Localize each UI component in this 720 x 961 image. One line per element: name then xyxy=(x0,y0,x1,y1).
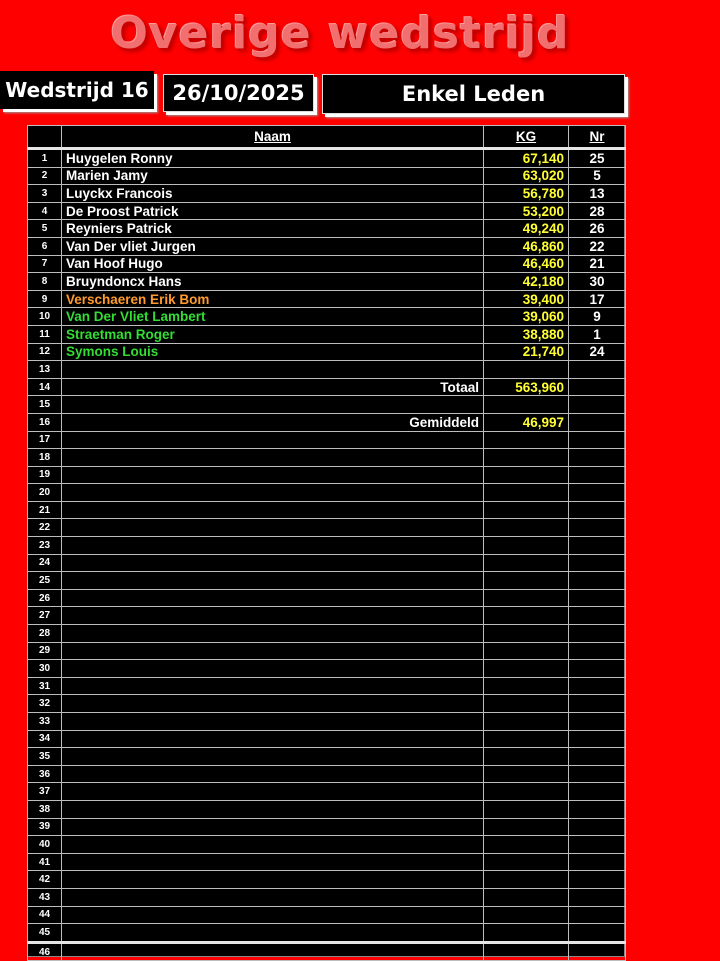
row-name xyxy=(62,607,484,625)
row-name xyxy=(62,836,484,854)
table-row xyxy=(28,607,626,625)
table-row xyxy=(28,202,626,220)
row-nr xyxy=(569,871,626,889)
date-text: 26/10/2025 xyxy=(172,81,305,105)
row-name xyxy=(62,906,484,924)
row-index: 13 xyxy=(28,361,62,379)
row-index: 31 xyxy=(28,677,62,695)
row-kg xyxy=(484,836,569,854)
row-nr xyxy=(569,783,626,801)
row-nr xyxy=(569,748,626,766)
col-nr-header: Nr xyxy=(569,126,626,149)
row-name: Verschaeren Erik Bom xyxy=(62,290,484,308)
row-nr: 22 xyxy=(569,237,626,255)
row-index: 6 xyxy=(28,237,62,255)
row-kg xyxy=(484,888,569,906)
row-index: 11 xyxy=(28,325,62,343)
row-nr xyxy=(569,695,626,713)
table-row xyxy=(28,255,626,273)
table-row xyxy=(28,237,626,255)
row-index: 20 xyxy=(28,484,62,502)
table-row xyxy=(28,871,626,889)
row-name: Bruyndoncx Hans xyxy=(62,273,484,291)
table-row xyxy=(28,167,626,185)
row-kg: 21,740 xyxy=(484,343,569,361)
row-name xyxy=(62,660,484,678)
row-name: De Proost Patrick xyxy=(62,202,484,220)
table-row xyxy=(28,748,626,766)
row-kg xyxy=(484,730,569,748)
table-row xyxy=(28,906,626,924)
row-nr xyxy=(569,924,626,943)
row-kg: 39,400 xyxy=(484,290,569,308)
row-kg xyxy=(484,906,569,924)
row-name xyxy=(62,537,484,555)
table-row xyxy=(28,853,626,871)
row-name: Reyniers Patrick xyxy=(62,220,484,238)
table-row xyxy=(28,308,626,326)
row-kg xyxy=(484,519,569,537)
row-nr xyxy=(569,660,626,678)
row-index: 7 xyxy=(28,255,62,273)
row-kg xyxy=(484,660,569,678)
row-nr xyxy=(569,906,626,924)
row-index: 23 xyxy=(28,537,62,555)
row-kg xyxy=(484,695,569,713)
row-kg xyxy=(484,800,569,818)
row-index: 35 xyxy=(28,748,62,766)
row-name xyxy=(62,888,484,906)
table-row xyxy=(28,431,626,449)
row-name xyxy=(62,361,484,379)
table-row xyxy=(28,554,626,572)
table-row xyxy=(28,924,626,943)
row-index: 2 xyxy=(28,167,62,185)
row-name: Luyckx Francois xyxy=(62,185,484,203)
row-kg: 38,880 xyxy=(484,325,569,343)
row-nr xyxy=(569,942,626,961)
row-nr xyxy=(569,836,626,854)
row-name xyxy=(62,713,484,731)
row-kg xyxy=(484,431,569,449)
table-row xyxy=(28,765,626,783)
row-index: 26 xyxy=(28,589,62,607)
row-kg: 39,060 xyxy=(484,308,569,326)
page-title: Overige wedstrijd xyxy=(110,8,570,59)
row-index: 22 xyxy=(28,519,62,537)
table-row xyxy=(28,589,626,607)
row-kg xyxy=(484,818,569,836)
row-nr xyxy=(569,853,626,871)
row-name xyxy=(62,484,484,502)
row-nr: 17 xyxy=(569,290,626,308)
row-index: 14 xyxy=(28,378,62,396)
row-name xyxy=(62,554,484,572)
row-kg xyxy=(484,484,569,502)
row-index: 30 xyxy=(28,660,62,678)
row-index: 45 xyxy=(28,924,62,943)
row-index: 32 xyxy=(28,695,62,713)
row-nr xyxy=(569,361,626,379)
table-row xyxy=(28,325,626,343)
row-index: 41 xyxy=(28,853,62,871)
row-kg xyxy=(484,783,569,801)
row-nr xyxy=(569,589,626,607)
table-row xyxy=(28,642,626,660)
row-kg xyxy=(484,572,569,590)
row-kg xyxy=(484,924,569,943)
row-index: 38 xyxy=(28,800,62,818)
row-nr xyxy=(569,537,626,555)
row-name xyxy=(62,765,484,783)
row-kg xyxy=(484,501,569,519)
table-row xyxy=(28,783,626,801)
row-index: 19 xyxy=(28,466,62,484)
table-row xyxy=(28,677,626,695)
table-row xyxy=(28,942,626,961)
row-kg xyxy=(484,871,569,889)
row-name xyxy=(62,871,484,889)
row-name: Marien Jamy xyxy=(62,167,484,185)
category-text: Enkel Leden xyxy=(401,82,546,106)
row-nr: 25 xyxy=(569,149,626,168)
row-index: 46 xyxy=(28,942,62,961)
row-nr: 24 xyxy=(569,343,626,361)
row-index: 33 xyxy=(28,713,62,731)
table-row xyxy=(28,730,626,748)
table-row xyxy=(28,836,626,854)
row-kg: 49,240 xyxy=(484,220,569,238)
row-index: 42 xyxy=(28,871,62,889)
row-kg: 53,200 xyxy=(484,202,569,220)
row-name: Van Hoof Hugo xyxy=(62,255,484,273)
row-kg xyxy=(484,625,569,643)
row-kg: 46,997 xyxy=(484,413,569,431)
row-kg xyxy=(484,449,569,467)
row-nr xyxy=(569,519,626,537)
category-label xyxy=(322,74,625,114)
row-name: Totaal xyxy=(62,378,484,396)
row-kg: 42,180 xyxy=(484,273,569,291)
row-kg xyxy=(484,537,569,555)
row-name xyxy=(62,625,484,643)
row-kg: 46,860 xyxy=(484,237,569,255)
row-nr xyxy=(569,713,626,731)
row-index: 12 xyxy=(28,343,62,361)
row-index: 8 xyxy=(28,273,62,291)
row-name xyxy=(62,695,484,713)
row-name: Van Der Vliet Lambert xyxy=(62,308,484,326)
table-row xyxy=(28,625,626,643)
row-index: 37 xyxy=(28,783,62,801)
row-nr xyxy=(569,466,626,484)
row-index: 27 xyxy=(28,607,62,625)
row-name xyxy=(62,800,484,818)
row-nr xyxy=(569,625,626,643)
row-nr: 26 xyxy=(569,220,626,238)
row-name: Huygelen Ronny xyxy=(62,149,484,168)
row-index: 4 xyxy=(28,202,62,220)
col-kg-header: KG xyxy=(484,126,569,149)
row-kg xyxy=(484,361,569,379)
row-name xyxy=(62,783,484,801)
table-row xyxy=(28,343,626,361)
row-nr xyxy=(569,396,626,414)
row-nr xyxy=(569,554,626,572)
row-nr xyxy=(569,484,626,502)
row-kg xyxy=(484,607,569,625)
row-name xyxy=(62,677,484,695)
table-row xyxy=(28,519,626,537)
row-kg xyxy=(484,677,569,695)
col-name-header: Naam xyxy=(62,126,484,149)
row-index: 29 xyxy=(28,642,62,660)
row-name xyxy=(62,642,484,660)
date-label xyxy=(163,74,314,112)
row-nr: 5 xyxy=(569,167,626,185)
row-nr xyxy=(569,730,626,748)
match-text: Wedstrijd 16 xyxy=(5,78,149,102)
row-index: 44 xyxy=(28,906,62,924)
row-nr: 13 xyxy=(569,185,626,203)
table-row xyxy=(28,888,626,906)
row-name xyxy=(62,431,484,449)
row-nr xyxy=(569,642,626,660)
table-row xyxy=(28,713,626,731)
row-name xyxy=(62,730,484,748)
row-nr xyxy=(569,888,626,906)
row-name xyxy=(62,396,484,414)
row-kg xyxy=(484,748,569,766)
table-row xyxy=(28,273,626,291)
row-index: 15 xyxy=(28,396,62,414)
match-label xyxy=(0,71,154,109)
row-kg xyxy=(484,942,569,961)
row-nr xyxy=(569,677,626,695)
row-index: 34 xyxy=(28,730,62,748)
row-nr: 21 xyxy=(569,255,626,273)
row-index: 1 xyxy=(28,149,62,168)
table-row xyxy=(28,800,626,818)
table-row xyxy=(28,449,626,467)
table-row xyxy=(28,695,626,713)
row-index: 25 xyxy=(28,572,62,590)
row-kg xyxy=(484,713,569,731)
row-kg: 563,960 xyxy=(484,378,569,396)
row-kg xyxy=(484,554,569,572)
row-name: Straetman Roger xyxy=(62,325,484,343)
row-nr xyxy=(569,607,626,625)
table-row xyxy=(28,660,626,678)
row-index: 18 xyxy=(28,449,62,467)
row-index: 21 xyxy=(28,501,62,519)
row-kg xyxy=(484,396,569,414)
row-index: 36 xyxy=(28,765,62,783)
table-row xyxy=(28,185,626,203)
results-sheet xyxy=(27,125,625,957)
row-index: 3 xyxy=(28,185,62,203)
table-row xyxy=(28,378,626,396)
row-index: 24 xyxy=(28,554,62,572)
row-index: 40 xyxy=(28,836,62,854)
row-kg: 46,460 xyxy=(484,255,569,273)
row-nr xyxy=(569,800,626,818)
table-row xyxy=(28,396,626,414)
row-nr xyxy=(569,765,626,783)
row-name xyxy=(62,924,484,943)
row-kg xyxy=(484,853,569,871)
table-row xyxy=(28,818,626,836)
row-index: 9 xyxy=(28,290,62,308)
row-nr xyxy=(569,818,626,836)
row-index: 39 xyxy=(28,818,62,836)
table-row xyxy=(28,413,626,431)
row-nr xyxy=(569,413,626,431)
row-name xyxy=(62,466,484,484)
row-name xyxy=(62,519,484,537)
row-name: Gemiddeld xyxy=(62,413,484,431)
table-header xyxy=(28,126,626,149)
col-index-header xyxy=(28,126,62,149)
row-kg xyxy=(484,466,569,484)
table-row xyxy=(28,220,626,238)
row-nr: 1 xyxy=(569,325,626,343)
row-name: Symons Louis xyxy=(62,343,484,361)
row-name xyxy=(62,449,484,467)
row-name xyxy=(62,818,484,836)
row-index: 43 xyxy=(28,888,62,906)
row-index: 17 xyxy=(28,431,62,449)
row-index: 5 xyxy=(28,220,62,238)
row-nr xyxy=(569,449,626,467)
table-row xyxy=(28,501,626,519)
row-kg xyxy=(484,642,569,660)
row-name xyxy=(62,589,484,607)
row-index: 10 xyxy=(28,308,62,326)
row-kg: 67,140 xyxy=(484,149,569,168)
row-nr xyxy=(569,378,626,396)
table-row xyxy=(28,290,626,308)
row-kg xyxy=(484,589,569,607)
row-nr xyxy=(569,572,626,590)
table-row xyxy=(28,484,626,502)
table-row xyxy=(28,572,626,590)
row-kg: 63,020 xyxy=(484,167,569,185)
row-nr xyxy=(569,501,626,519)
row-name xyxy=(62,748,484,766)
row-name: Van Der vliet Jurgen xyxy=(62,237,484,255)
row-nr: 28 xyxy=(569,202,626,220)
row-name xyxy=(62,853,484,871)
row-name xyxy=(62,942,484,961)
row-name xyxy=(62,501,484,519)
results-table xyxy=(27,125,626,961)
row-nr: 30 xyxy=(569,273,626,291)
row-index: 28 xyxy=(28,625,62,643)
table-row xyxy=(28,149,626,168)
table-row xyxy=(28,537,626,555)
row-kg xyxy=(484,765,569,783)
table-row xyxy=(28,466,626,484)
row-index: 16 xyxy=(28,413,62,431)
row-name xyxy=(62,572,484,590)
row-nr xyxy=(569,431,626,449)
row-kg: 56,780 xyxy=(484,185,569,203)
row-nr: 9 xyxy=(569,308,626,326)
table-row xyxy=(28,361,626,379)
